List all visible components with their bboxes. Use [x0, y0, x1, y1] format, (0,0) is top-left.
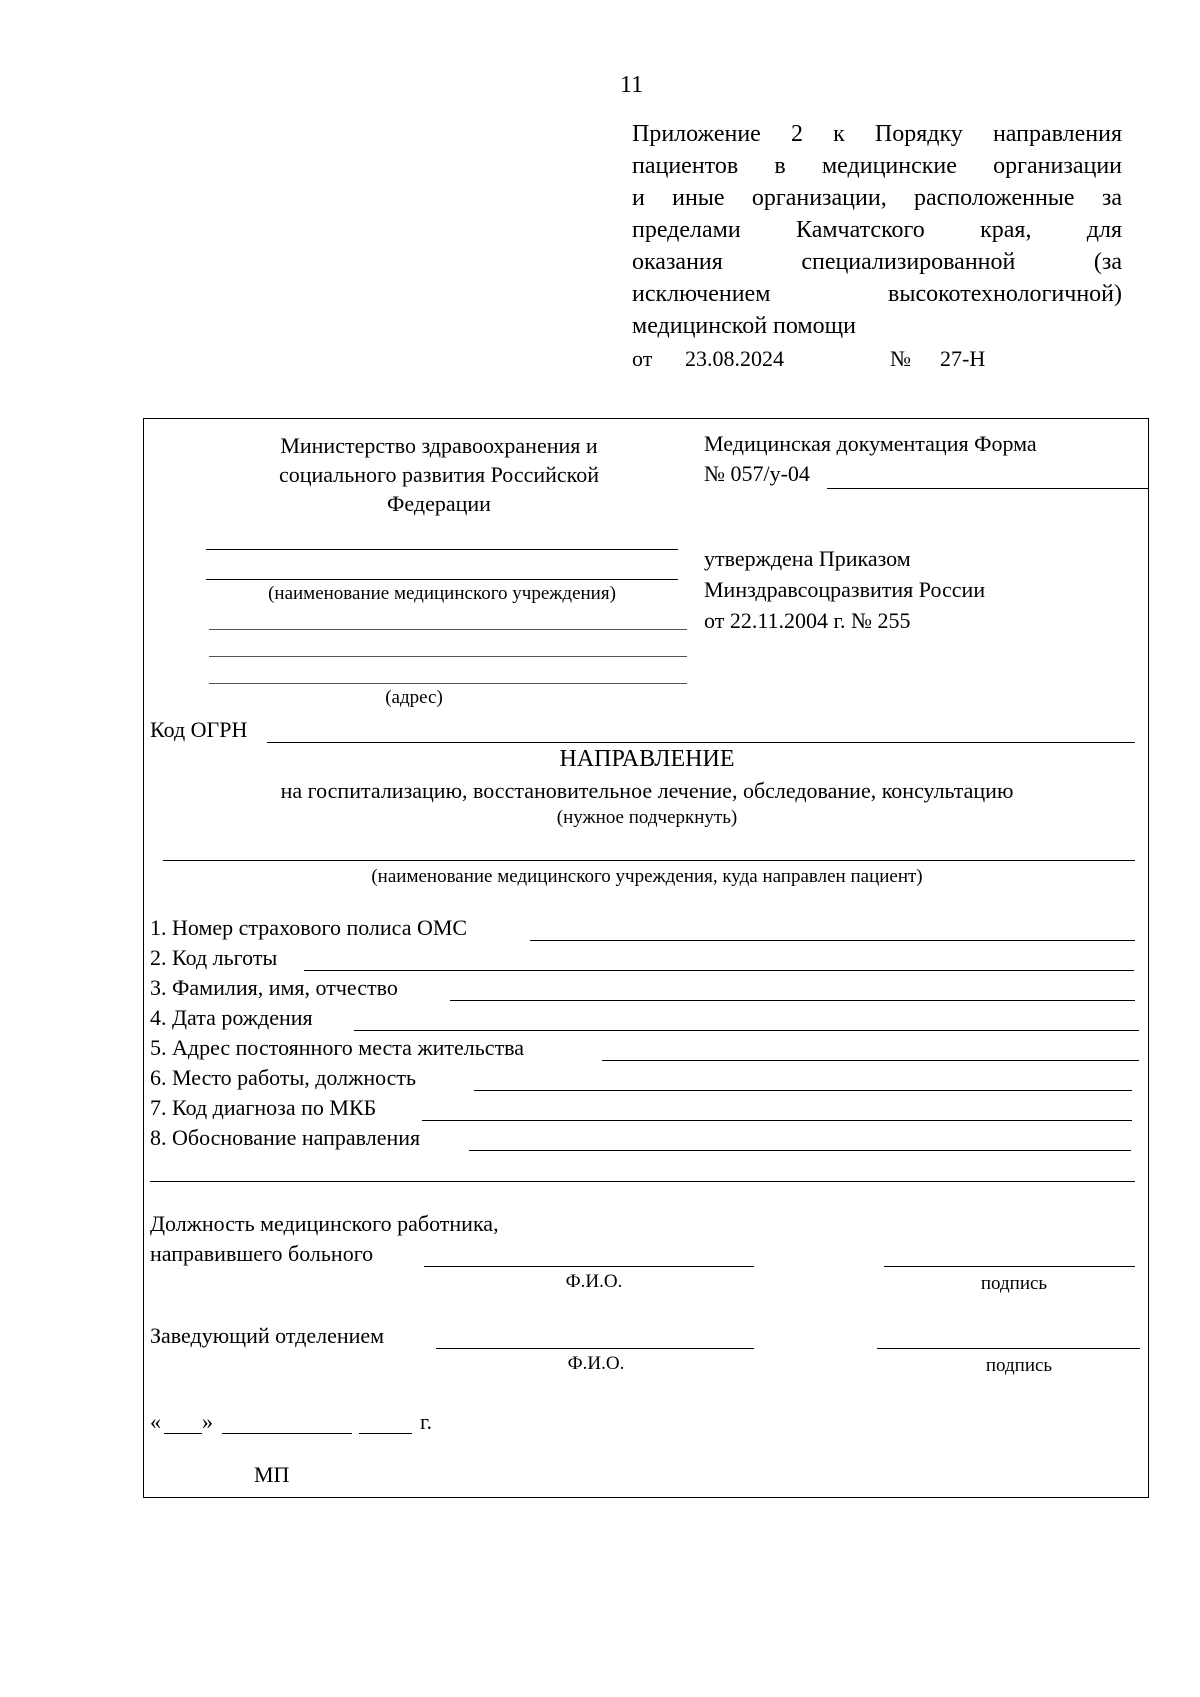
field-benefit-code: 2. Код льготы	[150, 945, 278, 970]
med-doc-label: Медицинская документация Форма	[704, 431, 1037, 456]
stamp-label: МП	[254, 1462, 290, 1487]
institution-line[interactable]	[206, 579, 678, 580]
destination-line[interactable]	[163, 860, 1135, 861]
head-name-line[interactable]	[436, 1348, 754, 1349]
address-input-line[interactable]	[602, 1060, 1139, 1061]
approval-line: от 22.11.2004 г. № 255	[704, 608, 911, 633]
benefit-code-input-line[interactable]	[304, 970, 1134, 971]
physician-fio-caption: Ф.И.О.	[565, 1271, 623, 1292]
head-signature-caption: подпись	[985, 1355, 1053, 1376]
ogrn-label: Код ОГРН	[150, 717, 248, 742]
birth-date-input-line[interactable]	[354, 1030, 1139, 1031]
institution-line[interactable]	[206, 549, 678, 550]
destination-caption: (наименование медицинского учреждения, куда направлен пациент)	[371, 866, 923, 887]
oms-policy-input-line[interactable]	[530, 940, 1135, 941]
field-birth-date: 4. Дата рождения	[150, 1005, 313, 1030]
ministry-name	[234, 431, 644, 518]
ministry-line: Федерации	[387, 491, 491, 516]
subtitle-note: (нужное подчеркнуть)	[556, 807, 738, 828]
appendix-line: исключением высокотехнологичной)	[632, 281, 1122, 307]
head-of-department-label: Заведующий отделением	[150, 1323, 385, 1348]
full-name-input-line[interactable]	[450, 1000, 1135, 1001]
field-icd-code: 7. Код диагноза по МКБ	[150, 1095, 377, 1120]
field-oms-policy: 1. Номер страхового полиса ОМС	[150, 915, 468, 940]
icd-code-input-line[interactable]	[422, 1120, 1132, 1121]
address-line[interactable]	[209, 683, 687, 684]
justification-extra-line[interactable]	[150, 1181, 1135, 1182]
form-number-line	[827, 488, 1148, 489]
physician-signature-line[interactable]	[884, 1266, 1135, 1267]
field-workplace: 6. Место работы, должность	[150, 1065, 417, 1090]
form-number: № 057/у-04	[704, 461, 810, 486]
address-line[interactable]	[209, 629, 687, 630]
order-number: 27-Н	[940, 346, 986, 371]
field-full-name: 3. Фамилия, имя, отчество	[150, 975, 398, 1000]
physician-signature-caption: подпись	[980, 1273, 1048, 1294]
field-justification: 8. Обоснование направления	[150, 1125, 421, 1150]
order-from-label: от	[632, 346, 653, 371]
appendix-line: пределами Камчатского края, для	[632, 217, 1122, 243]
justification-input-line[interactable]	[469, 1150, 1131, 1151]
page-number: 11	[620, 72, 644, 98]
document-title: НАПРАВЛЕНИЕ	[559, 746, 735, 772]
approval-line: Минздравсоцразвития России	[704, 577, 986, 602]
order-number-sign: №	[890, 346, 911, 371]
ogrn-line[interactable]	[267, 742, 1135, 743]
date-open-quote: «	[150, 1409, 161, 1434]
date-day-line[interactable]	[164, 1433, 202, 1434]
appendix-line: и иные организации, расположенные за	[632, 185, 1122, 211]
address-caption: (адрес)	[385, 687, 443, 708]
ministry-line: Министерство здравоохранения и	[280, 433, 598, 458]
physician-name-line[interactable]	[424, 1266, 754, 1267]
date-close-quote: »	[202, 1409, 213, 1434]
address-line[interactable]	[209, 656, 687, 657]
year-suffix: г.	[420, 1409, 433, 1434]
field-address: 5. Адрес постоянного места жительства	[150, 1035, 525, 1060]
head-fio-caption: Ф.И.О.	[567, 1353, 625, 1374]
approval-block	[704, 543, 985, 636]
head-signature-line[interactable]	[877, 1348, 1140, 1349]
appendix-header	[632, 118, 1122, 342]
date-year-line[interactable]	[359, 1433, 412, 1434]
approval-line: утверждена Приказом	[704, 546, 911, 571]
institution-caption: (наименование медицинского учреждения)	[268, 583, 616, 604]
position-label-2: направившего больного	[150, 1241, 374, 1266]
document-subtitle: на госпитализацию, восстановительное лечение, обследование, консультацию	[280, 778, 1014, 803]
workplace-input-line[interactable]	[474, 1090, 1132, 1091]
position-label: Должность медицинского работника,	[150, 1211, 499, 1236]
appendix-line: Приложение 2 к Порядку направления	[632, 121, 1122, 147]
appendix-line: оказания специализированной (за	[632, 249, 1122, 275]
date-month-line[interactable]	[222, 1433, 352, 1434]
order-date: 23.08.2024	[685, 346, 784, 371]
ministry-line: социального развития Российской	[278, 462, 600, 487]
appendix-line: медицинской помощи	[632, 313, 856, 339]
referral-form	[143, 418, 1149, 1498]
appendix-line: пациентов в медицинские организации	[632, 153, 1122, 179]
